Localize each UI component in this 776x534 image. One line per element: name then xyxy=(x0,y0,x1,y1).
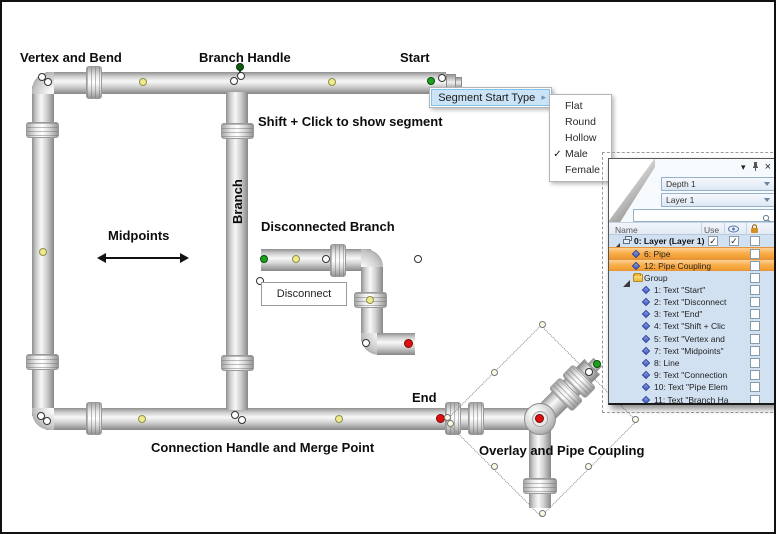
pipe-coupling[interactable] xyxy=(26,122,59,138)
submenu-item-hollow[interactable] xyxy=(550,130,611,146)
chevron-down-icon xyxy=(764,182,770,186)
label-shift-click: Shift + Click to show segment xyxy=(258,114,443,129)
layer-row-label: Group xyxy=(644,272,668,283)
label-end: End xyxy=(412,390,437,405)
segment-handle[interactable] xyxy=(322,255,330,263)
midpoints-arrow-head xyxy=(97,253,106,263)
submenu-item-label: Round xyxy=(565,116,596,128)
lock-checkbox[interactable] xyxy=(750,285,760,295)
diagonal-start-handle[interactable] xyxy=(593,360,601,368)
depth-select-value: Depth 1 xyxy=(666,179,696,189)
checkmark-icon: ✓ xyxy=(553,148,562,160)
vertex-handle[interactable] xyxy=(362,339,370,347)
label-midpoints: Midpoints xyxy=(108,228,170,243)
layer-row[interactable] xyxy=(609,296,775,308)
lock-checkbox[interactable] xyxy=(750,334,760,344)
floating-handle[interactable] xyxy=(414,255,422,263)
lock-checkbox[interactable] xyxy=(750,382,760,392)
layer-row-label: 6: Pipe xyxy=(644,249,671,260)
folder-icon xyxy=(633,274,643,282)
layer-select-value: Layer 1 xyxy=(666,195,695,205)
label-vertex-and-bend: Vertex and Bend xyxy=(20,50,122,65)
layer-row[interactable] xyxy=(609,308,775,320)
layer-row[interactable] xyxy=(609,272,775,284)
disconnected-branch-pipe[interactable] xyxy=(261,249,371,271)
disconnect-button-label: Disconnect xyxy=(276,288,332,300)
layer-row-label: 2: Text "Disconnect xyxy=(654,297,727,307)
vertex-handle[interactable] xyxy=(43,417,51,425)
layers-panel xyxy=(608,158,776,405)
layer-row-label: 10: Text "Pipe Elem xyxy=(654,382,728,393)
layer-row-label: 11: Text "Branch Ha xyxy=(654,394,729,405)
layer-row-label: 7: Text "Midpoints" xyxy=(654,345,724,356)
menu-item-segment-start-type[interactable] xyxy=(431,89,550,106)
selection-handle[interactable] xyxy=(585,463,592,470)
eye-icon xyxy=(728,225,739,235)
midpoint-handle[interactable] xyxy=(292,255,300,263)
pipe-coupling[interactable] xyxy=(86,66,102,99)
visibility-checkbox[interactable]: ✓ xyxy=(730,236,738,246)
end-handle[interactable] xyxy=(404,339,413,348)
vertex-handle[interactable] xyxy=(585,368,593,376)
connection-handle[interactable] xyxy=(447,420,454,427)
submenu-item-label: Hollow xyxy=(565,132,597,144)
midpoint-handle[interactable] xyxy=(139,78,147,86)
pipe-coupling[interactable] xyxy=(26,354,59,370)
chevron-down-icon xyxy=(764,198,770,202)
close-icon[interactable]: × xyxy=(764,161,771,173)
panel-menu-icon[interactable]: ▾ xyxy=(741,162,746,172)
lock-checkbox[interactable] xyxy=(750,321,760,331)
panel-titlebar xyxy=(741,162,771,173)
layer-row[interactable] xyxy=(609,394,775,405)
layer-row-label: 12: Pipe Coupling xyxy=(644,261,712,272)
layer-row-label: 3: Text "End" xyxy=(654,309,703,320)
shape-diamond-icon xyxy=(642,298,650,306)
vertex-handle[interactable] xyxy=(44,78,52,86)
search-input[interactable] xyxy=(633,209,775,222)
label-disconnected-branch: Disconnected Branch xyxy=(261,219,395,234)
layer-row-label: 9: Text "Connection xyxy=(654,370,728,381)
label-branch: Branch xyxy=(230,179,245,224)
layer-row[interactable] xyxy=(609,357,775,369)
layer-icon xyxy=(623,236,632,245)
label-connection-merge: Connection Handle and Merge Point xyxy=(151,440,375,455)
pipe-coupling[interactable] xyxy=(221,355,254,371)
submenu-item-label: Female xyxy=(565,164,601,176)
submenu-item-flat[interactable] xyxy=(550,98,611,114)
selection-handle[interactable] xyxy=(491,463,498,470)
submenu-item-label: Male xyxy=(565,148,588,160)
shape-diamond-icon xyxy=(642,310,650,318)
pin-icon[interactable] xyxy=(752,162,759,173)
label-start: Start xyxy=(400,50,430,65)
submenu-arrow-icon: ▸ xyxy=(541,92,546,102)
pipe-coupling[interactable] xyxy=(86,402,102,435)
lock-checkbox[interactable] xyxy=(750,358,760,368)
layer-row[interactable] xyxy=(609,247,775,259)
layer-row[interactable] xyxy=(609,284,775,296)
branch-handle-circle[interactable] xyxy=(237,72,245,80)
shape-diamond-icon xyxy=(642,347,650,355)
layer-row[interactable] xyxy=(609,345,775,357)
layer-row-label: 8: Line xyxy=(654,358,680,368)
layer-row-label: 4: Text "Shift + Clic xyxy=(654,321,726,332)
shape-diamond-icon xyxy=(632,250,640,258)
connection-handle[interactable] xyxy=(238,416,246,424)
layer-row[interactable] xyxy=(609,333,775,345)
shape-diamond-icon xyxy=(642,334,650,342)
pipe-top-segment[interactable] xyxy=(46,72,446,94)
midpoint-handle[interactable] xyxy=(335,415,343,423)
shape-diamond-icon xyxy=(642,395,650,403)
lock-checkbox[interactable] xyxy=(750,236,760,246)
layer-row[interactable] xyxy=(609,369,775,381)
submenu-item-label: Flat xyxy=(565,100,583,112)
layer-row-label: 0: Layer (Layer 1) xyxy=(634,236,705,246)
submenu-item-round[interactable] xyxy=(550,114,611,130)
label-overlay-coupling: Overlay and Pipe Coupling xyxy=(479,443,645,458)
disconnect-button[interactable] xyxy=(261,282,347,306)
lock-checkbox[interactable] xyxy=(750,261,760,271)
lock-checkbox[interactable] xyxy=(750,297,760,307)
start-handle[interactable] xyxy=(260,255,268,263)
lock-checkbox[interactable] xyxy=(750,346,760,356)
layer-select[interactable] xyxy=(661,193,775,207)
midpoint-handle[interactable] xyxy=(138,415,146,423)
menu-item-label: Segment Start Type xyxy=(438,91,536,104)
layer-row-label: 1: Text "Start" xyxy=(654,284,706,295)
pipe-coupling[interactable] xyxy=(523,478,557,494)
use-checkbox[interactable]: ✓ xyxy=(709,236,717,246)
junction-overlay-handle[interactable] xyxy=(535,414,544,423)
layer-row[interactable] xyxy=(609,259,775,271)
lock-checkbox[interactable] xyxy=(750,395,760,405)
pipe-coupling[interactable] xyxy=(330,244,346,277)
shape-diamond-icon xyxy=(642,371,650,379)
shape-diamond-icon xyxy=(632,262,640,270)
midpoints-arrow-head xyxy=(180,253,189,263)
tree-expander-icon[interactable] xyxy=(613,237,620,244)
midpoint-handle[interactable] xyxy=(39,248,47,256)
label-branch-handle: Branch Handle xyxy=(199,50,291,65)
selection-handle[interactable] xyxy=(491,369,498,376)
tree-expander-icon[interactable] xyxy=(623,274,630,281)
selection-handle[interactable] xyxy=(539,510,546,517)
layer-row[interactable] xyxy=(609,381,775,393)
selection-handle[interactable] xyxy=(632,416,639,423)
layer-row[interactable] xyxy=(609,235,775,247)
tree-header xyxy=(609,222,775,235)
layers-tree xyxy=(609,235,775,405)
column-use: Use xyxy=(704,225,720,235)
layer-row[interactable] xyxy=(609,320,775,332)
selection-handle[interactable] xyxy=(539,321,546,328)
lock-checkbox[interactable] xyxy=(750,249,760,259)
layer-row-label: 5: Text "Vertex and xyxy=(654,333,725,344)
start-handle[interactable] xyxy=(427,77,435,85)
depth-select[interactable] xyxy=(661,177,775,191)
shape-diamond-icon xyxy=(642,322,650,330)
column-name: Name xyxy=(615,225,638,235)
shape-diamond-icon xyxy=(642,359,650,367)
lock-checkbox[interactable] xyxy=(750,273,760,283)
shape-diamond-icon xyxy=(642,286,650,294)
midpoints-arrow xyxy=(102,257,184,259)
midpoint-handle[interactable] xyxy=(366,296,374,304)
midpoint-handle[interactable] xyxy=(328,78,336,86)
lock-checkbox[interactable] xyxy=(750,370,760,380)
lock-checkbox[interactable] xyxy=(750,309,760,319)
pipe-coupling[interactable] xyxy=(221,123,254,139)
start-vertex-handle[interactable] xyxy=(438,74,446,82)
shape-diamond-icon xyxy=(642,383,650,391)
context-menu xyxy=(429,87,552,108)
junction-down-pipe[interactable] xyxy=(529,426,551,508)
